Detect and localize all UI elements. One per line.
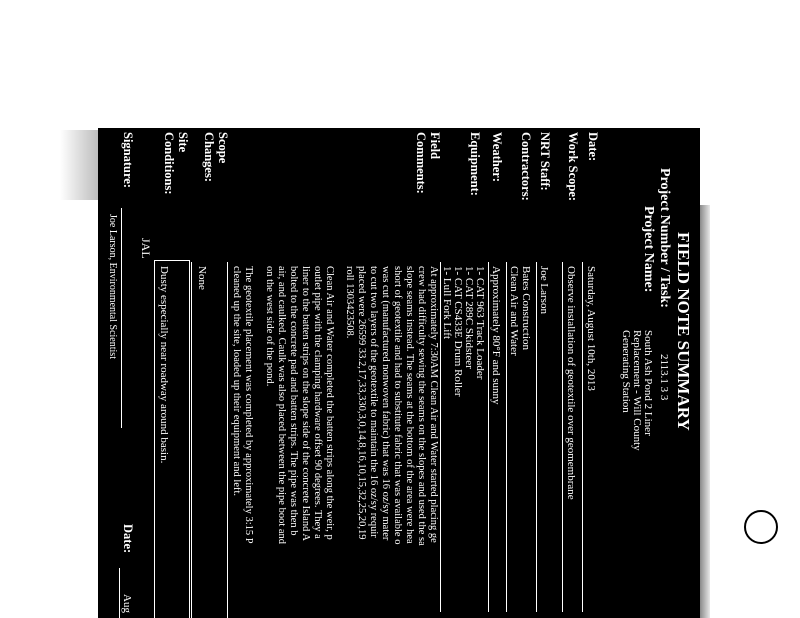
comment-1-line-6: to cut two layers of the geotextile to maintain the 16 oz/sy requir — [368, 266, 379, 538]
project-name-line-1: South Ash Pond 2 Liner — [642, 330, 654, 436]
date-value: Saturday, August 10th, 2013 — [585, 266, 597, 391]
signature-date-label: Date: — [121, 524, 135, 554]
equipment-label: Equipment: — [468, 132, 482, 196]
comment-1-line-4: short of geotextile and had to substitute fabric that was available o — [392, 266, 403, 545]
scan-margin-shadow — [60, 130, 98, 200]
equipment-line-3: 1- CAT CS433E Drum Roller — [452, 266, 464, 397]
comment-2-line-1: Clean Air and Water completed the batten strips along the weir, p — [324, 266, 335, 540]
comment-2-line-2: outlet pipe with the clamping hardware offset 90 degrees. They a — [312, 266, 323, 539]
comment-2-line-5: air, and caulked. Caulk was also placed between the pipe boot and — [276, 266, 287, 545]
signature-label: Signature: — [121, 132, 135, 189]
comment-3-line-1: The geotextile placement was completed by approximately 3:15 P — [243, 266, 254, 544]
scan-edge-shadow — [700, 205, 710, 618]
comment-1-line-5: was cut (manufactured nonwoven fabric) that was 16 oz/sy mater — [380, 266, 391, 541]
rotated-field-note — [98, 128, 700, 618]
equipment-line-1: 1- CAT 963 Track Loader — [474, 266, 486, 380]
project-number-label: Project Number / Task: — [657, 168, 672, 308]
field-comments-label-line-2: Comments: — [414, 132, 428, 194]
comment-2-line-3: liner to the batten strips on the slope side of the concrete Island A — [300, 266, 311, 541]
comment-1-line-1: At approximately 7:30AM Clean Air and Water started placing ge — [428, 266, 439, 543]
signature-date-value: Aug — [121, 594, 133, 613]
comment-1-line-2: crew had difficulty sewing the seams on the slopes and used the sa — [416, 266, 427, 546]
equipment-line-2: 1- CAT 289C Skidsteer — [463, 266, 475, 369]
site-conditions-label-line-1: Site — [176, 132, 190, 153]
project-name-line-3: Generating Station — [620, 330, 632, 413]
scope-changes-label-line-1: Scope — [216, 132, 230, 164]
field-comments-label-line-1: Field — [428, 132, 442, 160]
project-name-line-2: Replacement - Will County — [631, 330, 643, 451]
document-title: FIELD NOTE SUMMARY — [674, 232, 693, 431]
comment-1-line-8: roll 1303423508. — [344, 266, 355, 339]
project-number-value: 2113.1 3 3 — [658, 354, 670, 401]
comment-1-line-7: placed were 26599 33.2,17,33,330,3,0,14,8,16,10,15,32,25,20,19 — [356, 266, 367, 540]
contractor-line-1: Bates Construction — [520, 266, 532, 351]
contractor-line-2: Clean Air and Water — [508, 266, 520, 356]
nrt-staff-label: NRT Staff: — [538, 132, 552, 191]
scope-changes-value: None — [196, 266, 208, 290]
date-underline — [582, 262, 583, 612]
comment-2-line-6: on the west side of the pond. — [264, 266, 275, 387]
weather-value: Approximately 80°F and sunny — [490, 266, 502, 405]
weather-label: Weather: — [490, 132, 504, 182]
comment-paragraph-2 — [263, 266, 335, 618]
scope-changes-underline — [191, 262, 192, 618]
work-scope-underline — [562, 262, 563, 612]
signature-name: Joe Larson, Environmental Scientist — [107, 214, 118, 359]
comment-paragraph-1 — [343, 266, 439, 618]
date-label: Date: — [586, 132, 600, 162]
faxed-page — [98, 128, 700, 618]
punch-hole-circle — [744, 510, 778, 544]
comment-paragraph-3 — [230, 266, 254, 618]
work-scope-value: Observe installation of geotextile over geomembrane — [565, 266, 577, 500]
site-conditions-value: Dusty especially near roadway around basin. — [158, 266, 170, 464]
comment-3-line-2: cleaned up the site, loaded up their equipment and left. — [231, 266, 242, 497]
comment-1-line-3: slope seams instead. The seams at the bottom of the area were hea — [404, 266, 415, 544]
nrt-staff-underline — [536, 262, 537, 612]
equipment-line-4: 1- Lull Fork Lift — [441, 266, 453, 340]
site-conditions-label-line-2: Conditions: — [162, 132, 176, 195]
site-conditions-box — [154, 260, 190, 618]
comments-underline — [227, 262, 228, 618]
weather-underline — [488, 262, 489, 612]
equipment-underline — [440, 262, 441, 612]
contractors-label: Contractors: — [519, 132, 533, 201]
contractors-underline — [506, 262, 507, 612]
signature-mark: JAL — [139, 238, 153, 259]
scope-changes-label-line-2: Changes: — [202, 132, 216, 183]
signature-line — [121, 208, 122, 428]
comment-2-line-4: bolted to the concrete pad and batten strips. The pipe was then b — [288, 266, 299, 536]
project-name-label: Project Name: — [641, 206, 656, 293]
nrt-staff-value: Joe Larson — [538, 266, 550, 314]
work-scope-label: Work Scope: — [566, 132, 580, 202]
signature-date-line — [119, 568, 120, 618]
